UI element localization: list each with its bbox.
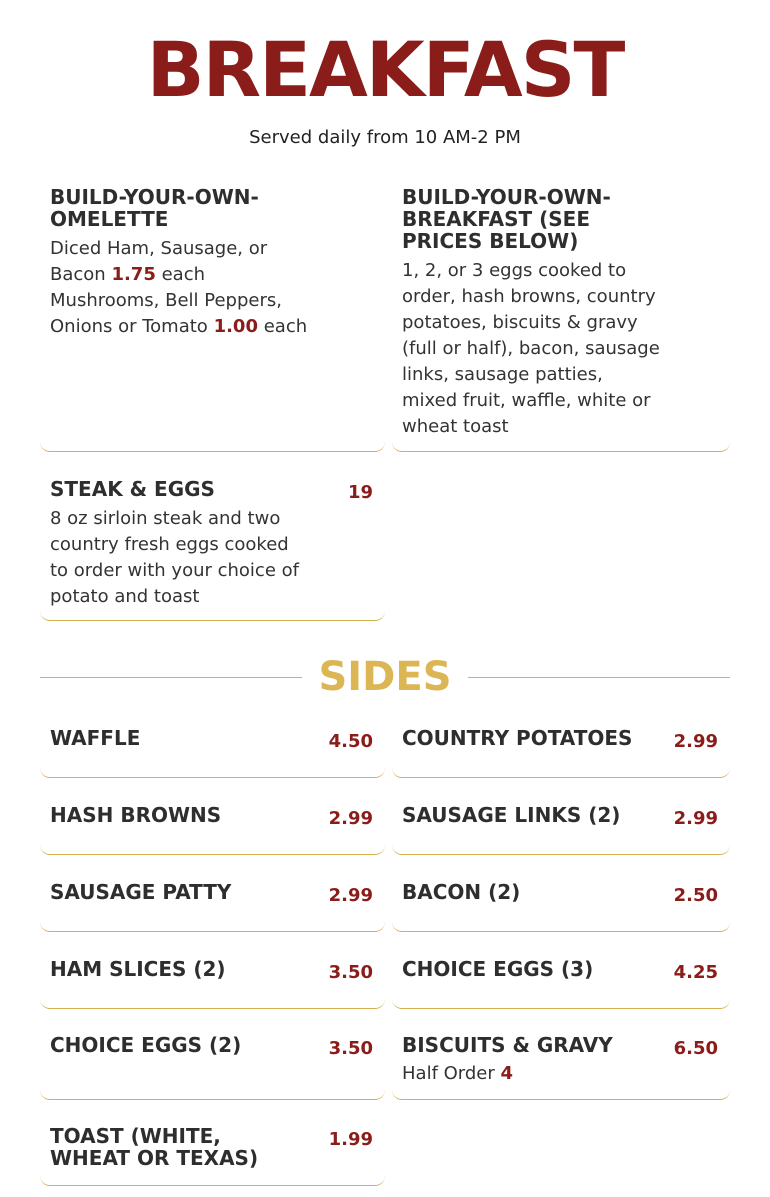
item-description: 1, 2, or 3 eggs cooked to order, hash browns, country potatoes, biscuits & gravy (full or half), bacon, sausage links, sausage patties, mixed fruit, waffle, white or wheat toast: [402, 260, 660, 437]
addon-veg-suffix: each: [263, 316, 308, 337]
addon-meats: Diced Ham, Sausage, or Bacon: [50, 238, 268, 285]
side-item-bacon: [392, 881, 730, 932]
menu-subtitle: Served daily from 10 AM-2 PM: [249, 127, 521, 148]
item-price: 2.99: [673, 808, 718, 829]
addon-veg: Mushrooms, Bell Peppers, Onions or Tomato: [50, 290, 282, 337]
item-price: 4.25: [673, 962, 718, 983]
menu-item-omelette: [40, 186, 385, 452]
item-name: TOAST (WHITE, WHEAT OR TEXAS): [50, 1124, 259, 1170]
item-price: 2.99: [673, 731, 718, 752]
item-price: 2.50: [673, 885, 718, 906]
item-description: [50, 236, 320, 340]
item-price: 2.99: [328, 808, 373, 829]
item-name: BACON (2): [402, 880, 521, 904]
item-name: BUILD-YOUR-OWN-BREAKFAST (SEE PRICES BELOW): [402, 185, 611, 253]
item-name: COUNTRY POTATOES: [402, 726, 633, 750]
item-name: WAFFLE: [50, 726, 141, 750]
half-order-note: [402, 1063, 513, 1085]
item-price: 1.99: [328, 1129, 373, 1150]
sides-divider-left: [40, 677, 302, 678]
sides-title: SIDES: [318, 654, 452, 700]
addon-meats-price: 1.75: [111, 264, 156, 285]
item-description: 8 oz sirloin steak and two country fresh eggs cooked to order with your choice of potato and toast: [50, 508, 299, 607]
item-name: HAM SLICES (2): [50, 957, 226, 981]
side-item-sausage-patty: [40, 881, 385, 932]
item-price: 2.99: [328, 885, 373, 906]
item-price: 19: [347, 482, 373, 503]
item-name: CHOICE EGGS (3): [402, 957, 594, 981]
menu-item-build-breakfast: [392, 186, 730, 452]
side-item-sausage-links: [392, 804, 730, 855]
item-price: 3.50: [328, 962, 373, 983]
side-item-ham-slices: [40, 958, 385, 1009]
side-item-biscuits-gravy: [392, 1034, 730, 1100]
item-name: CHOICE EGGS (2): [50, 1033, 242, 1057]
item-price: 6.50: [673, 1038, 718, 1059]
item-price: 4.50: [328, 731, 373, 752]
item-price: 3.50: [328, 1038, 373, 1059]
addon-veg-price: 1.00: [213, 316, 258, 337]
menu-title: BREAKFAST: [146, 25, 624, 114]
item-name: STEAK & EGGS: [50, 477, 215, 501]
side-item-country-potatoes: [392, 727, 730, 778]
item-name: HASH BROWNS: [50, 803, 222, 827]
side-item-hash-browns: [40, 804, 385, 855]
half-order-price: 4: [500, 1063, 514, 1084]
addon-meats-suffix: each: [161, 264, 206, 285]
item-name: BISCUITS & GRAVY: [402, 1033, 613, 1057]
menu-item-steak-eggs: [40, 478, 385, 621]
sides-divider-right: [468, 677, 730, 678]
item-name: SAUSAGE PATTY: [50, 880, 232, 904]
item-name: SAUSAGE LINKS (2): [402, 803, 621, 827]
item-name: BUILD-YOUR-OWN-OMELETTE: [50, 185, 259, 231]
side-item-choice-eggs-2: [40, 1034, 385, 1100]
side-item-waffle: [40, 727, 385, 778]
half-order-label: Half Order: [402, 1063, 495, 1084]
side-item-choice-eggs-3: [392, 958, 730, 1009]
side-item-toast: [40, 1125, 385, 1186]
